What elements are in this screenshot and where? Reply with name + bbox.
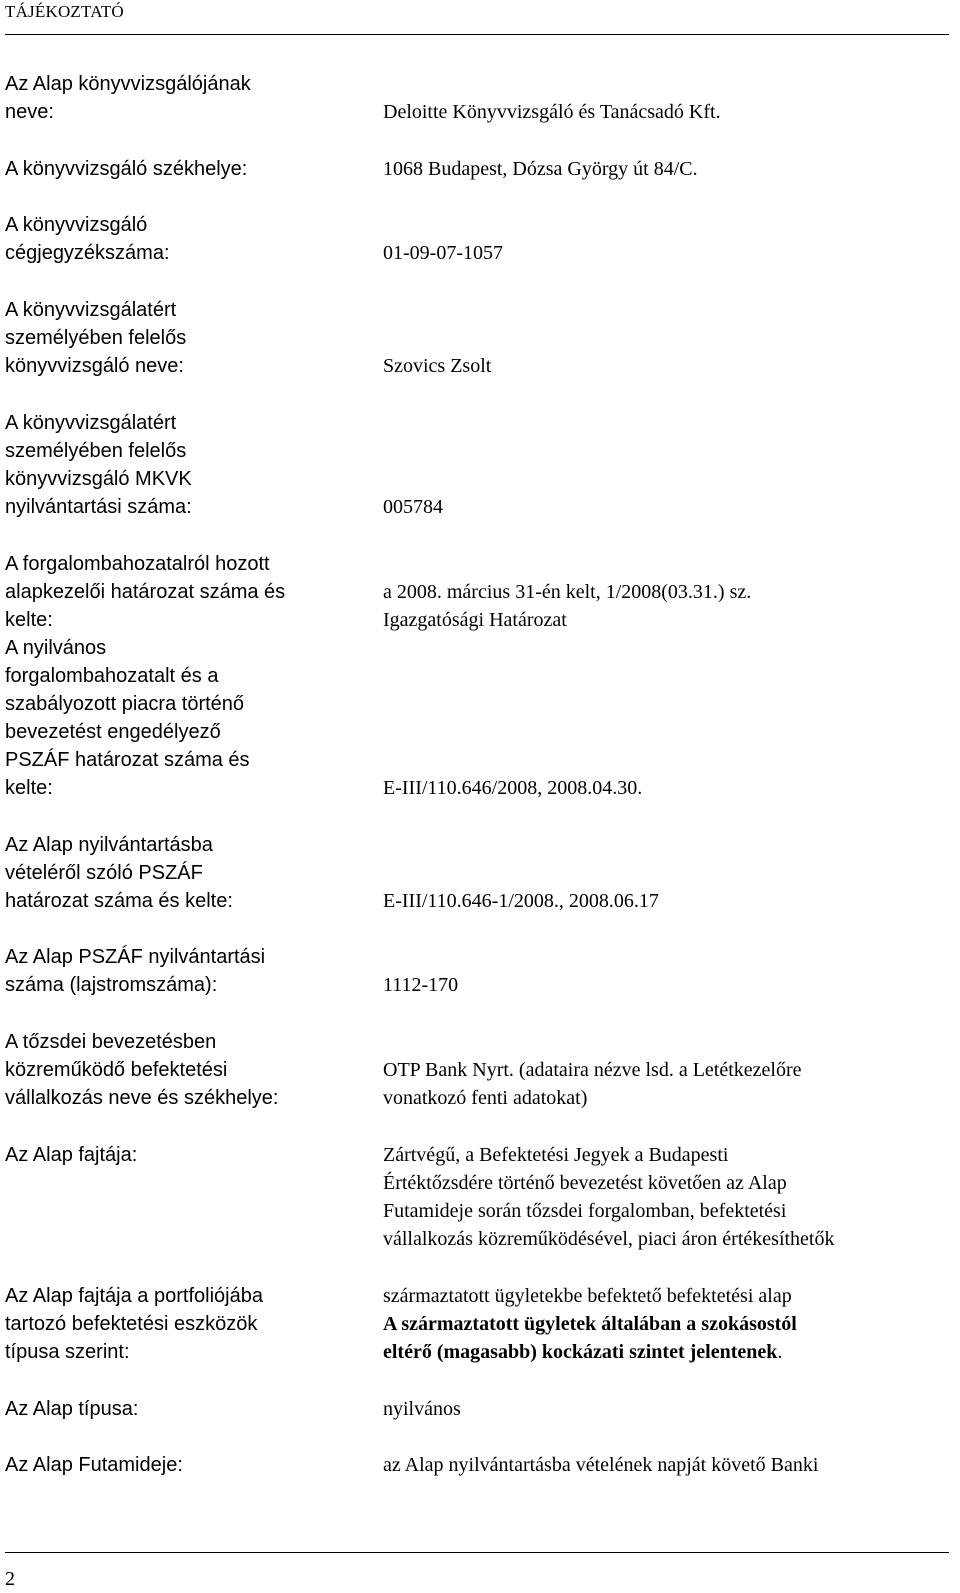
value-listing-investment-firm: OTP Bank Nyrt. (adataira nézve lsd. a Letétkezelőre vonatkozó fenti adatokat) xyxy=(383,1059,802,1109)
label-fund-kind-by-portfolio: Az Alap fajtája a portfoliójába tartozó befektetési eszközök típusa szerint: xyxy=(5,1285,263,1363)
label-fund-term: Az Alap Futamideje: xyxy=(5,1454,183,1476)
risk-note-bold: A származtatott ügyletek általában a szokásostól eltérő (magasabb) kockázati szintet jelentenek xyxy=(383,1313,797,1363)
value-pszaf-register-number: 1112-170 xyxy=(383,974,459,996)
document-header-title: TÁJÉKOZTATÓ xyxy=(5,2,124,21)
value-pszaf-registration-resolution: E-III/110.646-1/2008., 2008.06.17 xyxy=(383,890,659,912)
value-pszaf-approval: E-III/110.646/2008, 2008.04.30. xyxy=(383,777,643,799)
risk-note-tail: . xyxy=(777,1341,783,1363)
header-divider xyxy=(5,34,949,35)
label-responsible-auditor-name: A könyvvizsgálatért személyében felelős könyvvizsgáló neve: xyxy=(5,299,187,377)
label-fund-manager-resolution: A forgalombahozatalról hozott alapkezelői határozat száma és kelte: xyxy=(5,553,286,631)
value-fund-term: az Alap nyilvántartásba vételének napját követő Banki xyxy=(383,1454,819,1476)
value-fund-kind: Zártvégű, a Befektetési Jegyek a Budapesti Értéktőzsdére történő bevezetést követően az Alap Futamideje során tőzsdei forgalomban, befektetési vállalkozás közreműködésével, piaci áron értékesíthetők xyxy=(383,1144,835,1250)
value-fund-type: nyilvános xyxy=(383,1398,461,1420)
value-fund-risk-note xyxy=(383,1310,797,1366)
label-auditor-registration: A könyvvizsgáló cégjegyzékszáma: xyxy=(5,214,170,264)
label-auditor-seat: A könyvvizsgáló székhelye: xyxy=(5,158,248,180)
label-auditor-name: Az Alap könyvvizsgálójának neve: xyxy=(5,73,251,123)
value-responsible-auditor-mkvk: 005784 xyxy=(383,496,443,518)
label-pszaf-approval: A nyilvános forgalombahozatalt és a szabályozott piacra történő bevezetést engedélyező PSZÁF határozat száma és kelte: xyxy=(5,637,250,799)
value-auditor-registration: 01-09-07-1057 xyxy=(383,242,503,264)
value-auditor-name: Deloitte Könyvvizsgáló és Tanácsadó Kft. xyxy=(383,101,721,123)
label-fund-type: Az Alap típusa: xyxy=(5,1398,139,1420)
value-responsible-auditor-name: Szovics Zsolt xyxy=(383,355,492,377)
label-pszaf-register-number: Az Alap PSZÁF nyilvántartási száma (lajstromszáma): xyxy=(5,946,266,996)
label-fund-kind: Az Alap fajtája: xyxy=(5,1144,138,1166)
label-listing-investment-firm: A tőzsdei bevezetésben közreműködő befektetési vállalkozás neve és székhelye: xyxy=(5,1031,279,1109)
value-fund-manager-resolution: a 2008. március 31-én kelt, 1/2008(03.31.) sz. Igazgatósági Határozat xyxy=(383,581,752,631)
value-auditor-seat: 1068 Budapest, Dózsa György út 84/C. xyxy=(383,158,698,180)
label-pszaf-registration-resolution: Az Alap nyilvántartásba vételéről szóló PSZÁF határozat száma és kelte: xyxy=(5,834,233,912)
label-responsible-auditor-mkvk: A könyvvizsgálatért személyében felelős könyvvizsgáló MKVK nyilvántartási száma: xyxy=(5,412,192,518)
value-fund-kind-by-portfolio: származtatott ügyletekbe befektető befektetési alap xyxy=(383,1285,792,1307)
footer-divider xyxy=(5,1552,949,1553)
page-number: 2 xyxy=(5,1568,15,1590)
